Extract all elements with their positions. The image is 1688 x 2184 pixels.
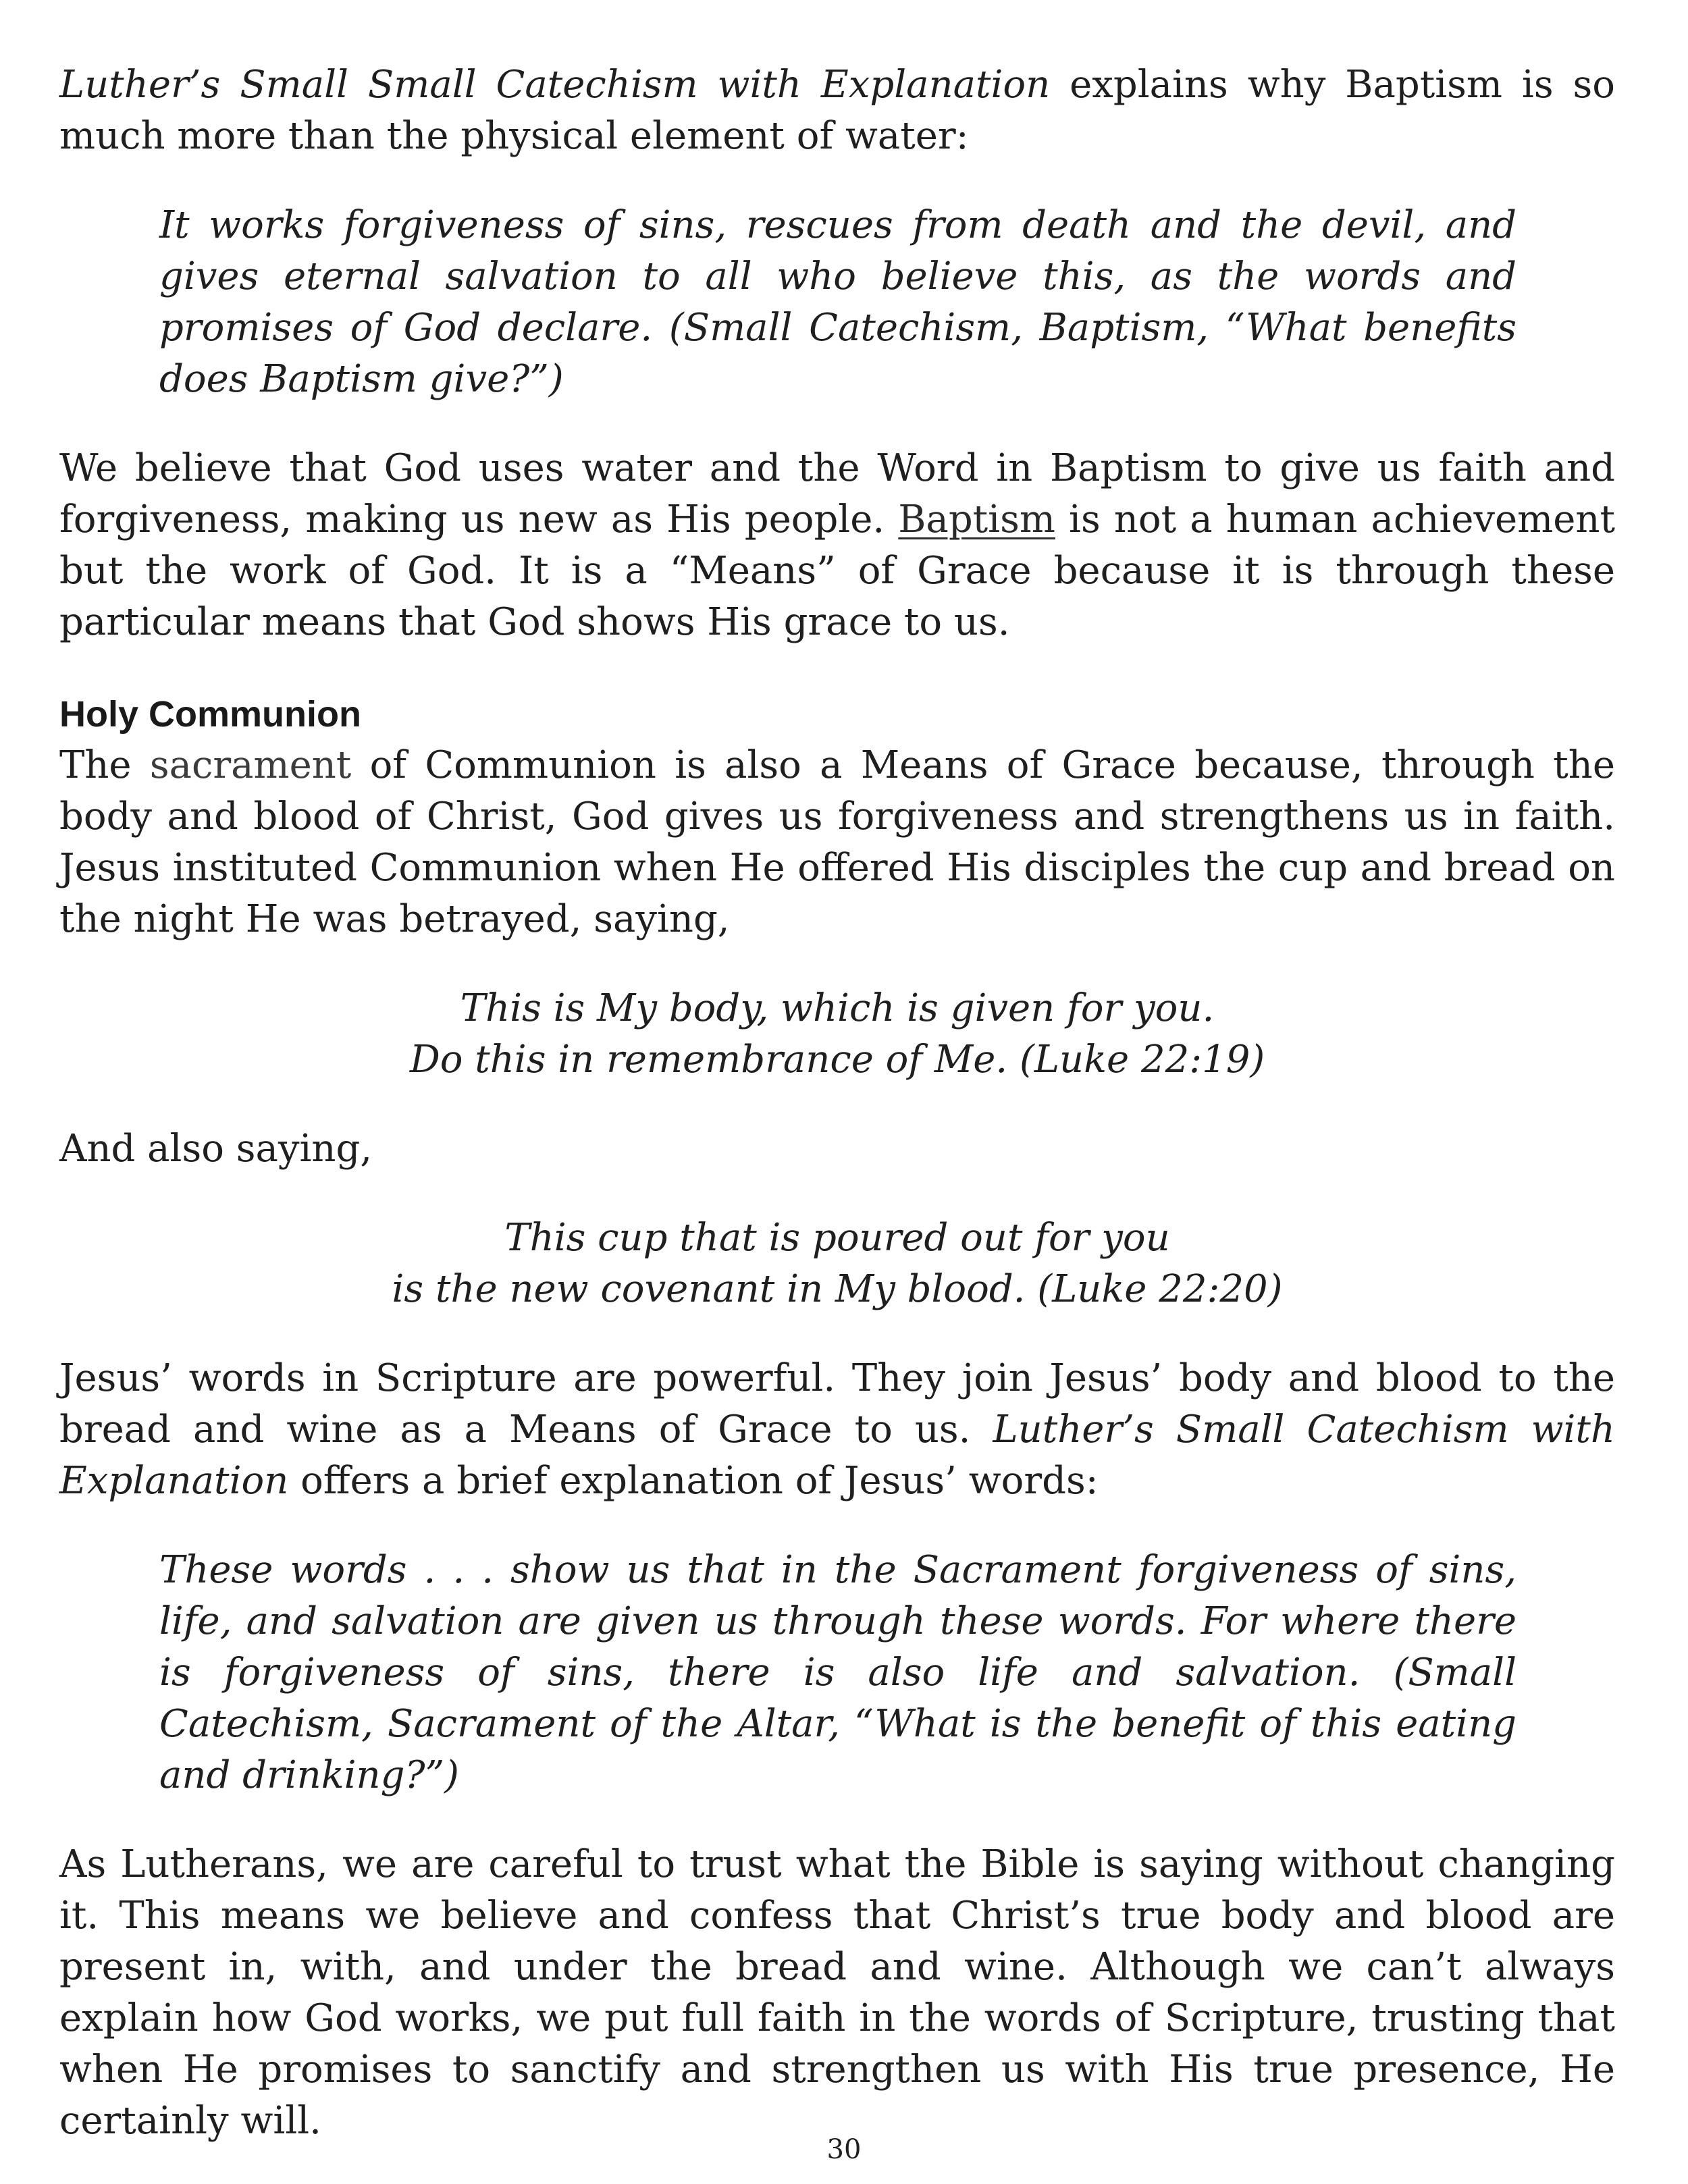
baptism-link[interactable]: Baptism [898, 498, 1055, 541]
quote-line: This cup that is poured out for you [504, 1216, 1170, 1260]
baptism-text-before: We believe that God uses water and the Word in Baptism to give us faith and forgiveness, making us new as His people. [59, 446, 1615, 541]
holy-communion-heading: Holy Communion [59, 694, 361, 735]
jesus-words-paragraph [59, 1353, 1615, 1507]
baptism-paragraph [59, 443, 1615, 648]
communion-text-after: of Communion is also a Means of Grace because, through the body and blood of Christ, God gives us forgiveness and strengthens us in faith. Jesus instituted Communion when He offered His disciples the cup and bread on the night He was betrayed, saying, [59, 743, 1615, 941]
intro-text: explains why Baptism is so much more than the physical element of water: [59, 63, 1615, 158]
words-text-after: offers a brief explanation of Jesus’ words: [288, 1459, 1099, 1503]
intro-paragraph [59, 59, 1615, 162]
page-number: 30 [826, 2134, 862, 2165]
luke-22-19-quote [59, 983, 1615, 1086]
baptism-text-after: is not a human achievement but the work of God. It is a “Means” of Grace because it is through these particular means that God shows His grace to us. [59, 498, 1615, 644]
lutherans-paragraph: As Lutherans, we are careful to trust what the Bible is saying without changing it. This means we believe and confess that Christ’s true body and blood are present in, with, and under the bread and wine. Although we can’t always explain how God works, we put full faith in the words of Scripture, trusting that when He promises to sanctify and strengthen us with His true presence, He certainly will. [59, 1842, 1615, 2143]
also-saying-text: And also saying, [59, 1127, 373, 1171]
sacrament-term: sacrament [149, 743, 352, 787]
words-text-before: Jesus’ words in Scripture are powerful. They join Jesus’ body and blood to the bread and wine as a Means of Grace to us. [59, 1356, 1615, 1451]
quote-line: This is My body, which is given for you. [460, 986, 1215, 1030]
quote-line: is the new covenant in My blood. (Luke 22:20) [392, 1267, 1283, 1311]
quote-line: Do this in remembrance of Me. (Luke 22:19) [409, 1038, 1265, 1082]
sacrament-benefit-quote: These words . . . show us that in the Sacrament forgiveness of sins, life, and salvation are given us through these words. For where there is forgiveness of sins, there is also life and salvation. (Small Catechism, Sacrament of the Altar, “What is the benefit of this eating and drinking?”) [159, 1548, 1516, 1797]
catechism-title: Luther’s Small Catechism with Explanation [59, 1408, 1615, 1503]
communion-paragraph [59, 740, 1615, 945]
baptism-benefits-quote: It works forgiveness of sins, rescues from death and the devil, and gives eternal salvation to all who believe this, as the words and promises of God declare. (Small Catechism, Baptism, “What benefits does Baptism give?”) [159, 203, 1516, 401]
communion-text-before: The [59, 743, 150, 787]
page-content [59, 59, 1615, 2147]
luke-22-20-quote [59, 1213, 1615, 1315]
catechism-title: Luther’s Small Small Catechism with Explanation [59, 63, 1051, 107]
